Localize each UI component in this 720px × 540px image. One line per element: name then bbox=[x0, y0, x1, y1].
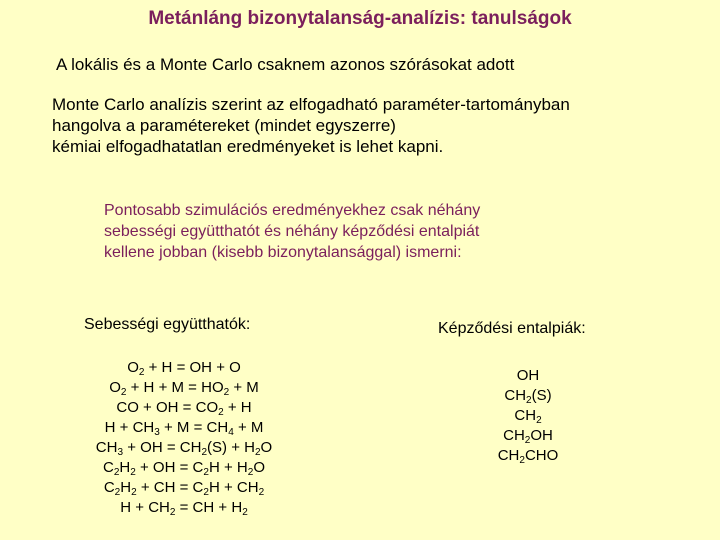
species-item: $CH_2OH$ bbox=[503, 427, 553, 446]
text-line: Pontosabb szimulációs eredményekhez csak néhány bbox=[104, 202, 481, 219]
species-item: OH bbox=[516, 367, 540, 384]
rate-coefficients-heading: Sebességi együtthatók: bbox=[84, 316, 251, 333]
reaction-item: $H + CH_3 + M = CH_4 + M$ bbox=[104, 419, 264, 438]
reaction-item: $H + CH_2$ = CH + $H_2$ bbox=[120, 499, 248, 518]
text-line: kémiai elfogadhatatlan eredményeket is lehet kapni. bbox=[52, 137, 444, 156]
species-item: $CH_2CHO$ bbox=[497, 447, 559, 466]
species-item: $CH_2(S)$ bbox=[504, 387, 552, 406]
species-list bbox=[478, 366, 578, 466]
statement-local-vs-mc: A lokális és a Monte Carlo csaknem azonos szórásokat adott bbox=[56, 55, 515, 74]
reaction-item: $CH_3$ + OH = $CH_2(S) + H_2O$ bbox=[95, 439, 273, 458]
reaction-item: $O_2 + H + M = HO_2 + M$ bbox=[109, 379, 259, 398]
species-item: $CH_2$ bbox=[514, 407, 542, 426]
formation-enthalpies-heading: Képződési entalpiák: bbox=[438, 320, 586, 337]
text-line: hangolva a paramétereket (mindet egyszerre) bbox=[52, 116, 396, 135]
reaction-item: $O_2 + H$ = OH + O bbox=[127, 359, 241, 378]
reaction-list bbox=[68, 358, 300, 518]
reaction-item: CO + OH = $CO_2 + H$ bbox=[116, 399, 252, 418]
reaction-item: $C_2H_2$ + CH = $C_2H + CH_2$ bbox=[103, 479, 265, 498]
statement-precision bbox=[104, 200, 480, 263]
text-line: sebességi együtthatót és néhány képződési entalpiát bbox=[104, 223, 480, 240]
slide-title: Metánláng bizonytalanság-analízis: tanulságok bbox=[148, 8, 572, 29]
statement-mc-analysis bbox=[52, 94, 570, 157]
text-line: Monte Carlo analízis szerint az elfogadható paraméter-tartományban bbox=[52, 95, 570, 114]
text-line: kellene jobban (kisebb bizonytalansággal) ismerni: bbox=[104, 244, 462, 261]
reaction-item: $C_2H_2$ + OH = $C_2H + H_2O$ bbox=[103, 459, 265, 478]
